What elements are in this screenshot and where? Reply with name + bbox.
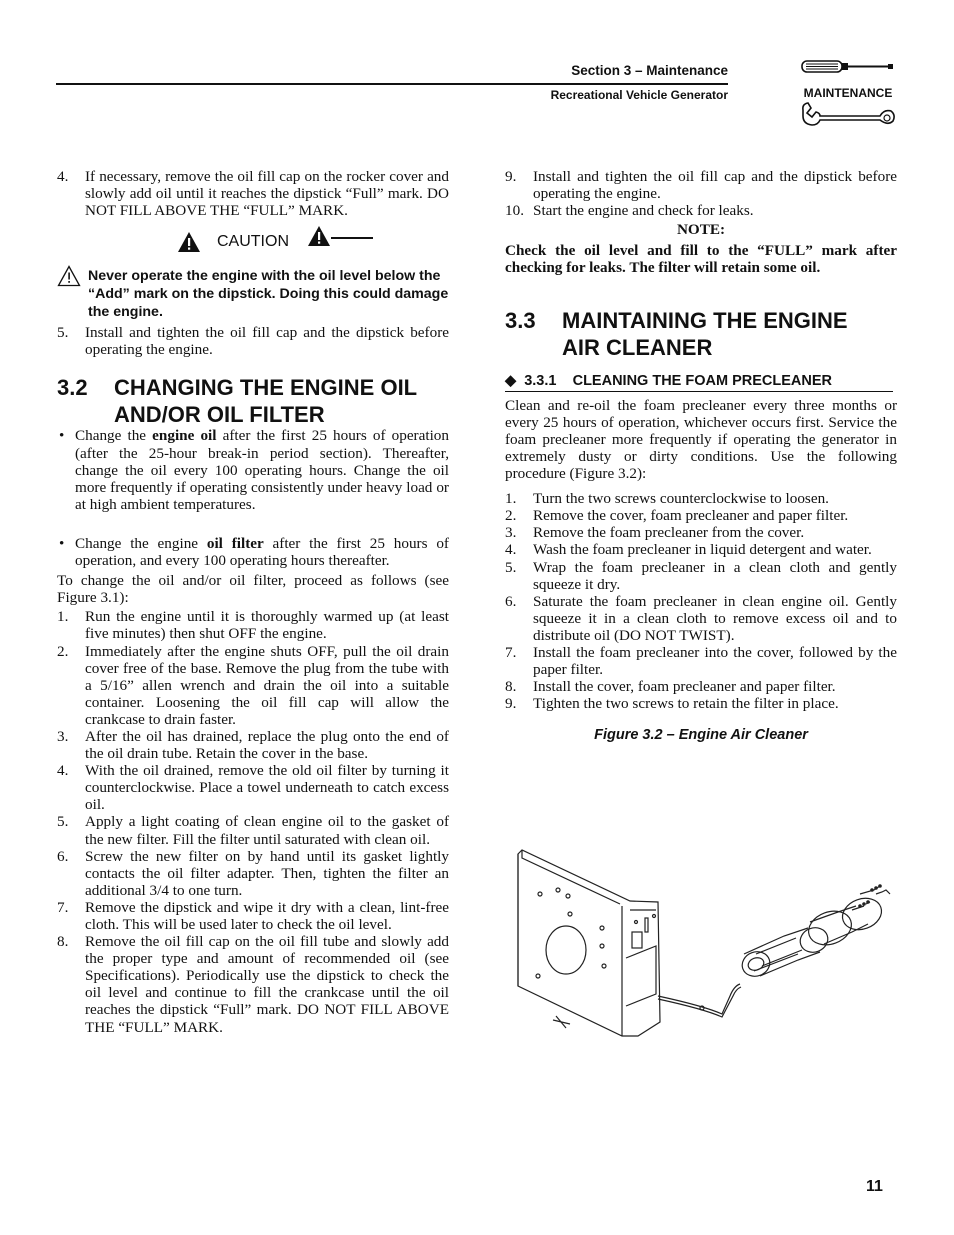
warning-icon: [57, 265, 81, 287]
header-rule: [56, 83, 728, 85]
diamond-icon: ◆: [505, 372, 517, 389]
list-item: 5. Apply a light coating of clean engine oil to the gasket of the new filter. Fill the filter until saturated with clean oil.: [57, 813, 449, 848]
caution-label: CAUTION: [217, 233, 289, 251]
page-number: 11: [866, 1178, 883, 1195]
left-column: [57, 168, 449, 1036]
intro-paragraph: Clean and re-oil the foam precleaner every three months or every 25 hours of operation, whichever occurs first. Service the foam precleaner more frequently if operating the generator in extremely dusty or dirty conditions. Use the following procedure (Figure 3.2):: [505, 396, 897, 483]
list-item: 10. Start the engine and check for leaks.: [505, 202, 754, 220]
maintenance-logo-icon: [800, 58, 896, 128]
list-item: 6. Screw the new filter on by hand until its gasket lightly contacts the oil filter adapter. Then, tighten the filter an additional 3/4 to one turn.: [57, 847, 449, 899]
list-item: 5. Install and tighten the oil fill cap and the dipstick before operating the engine.: [57, 324, 449, 359]
section-heading: 3.3 MAINTAINING THE ENGINE AIR CLEANER: [505, 307, 848, 360]
air-cleaner-illustration: [508, 846, 898, 1046]
list-item: 1. Turn the two screws counterclockwise to loosen.: [505, 490, 829, 508]
list-item: 4. If necessary, remove the oil fill cap on the rocker cover and slowly add oil until it reaches the dipstick “Full” mark. DO NOT FILL ABOVE THE “FULL” MARK.: [57, 168, 449, 220]
list-item: 7. Install the foam precleaner into the cover, followed by the paper filter.: [505, 643, 897, 679]
section-heading: 3.2 CHANGING THE ENGINE OIL AND/OR OIL FILTER: [57, 375, 418, 428]
list-item: 9. Tighten the two screws to retain the filter in place.: [505, 695, 839, 713]
bullet-item: • Change the engine oil after the first 25 hours of operation (after the 25-hour break-in period section). Thereafter, change the oil every 100 operating hours. Change the oil more frequently if operating consistently under heavy load or at high ambient temperatures.: [59, 427, 449, 513]
warning-icon: [307, 225, 331, 247]
list-item: 9. Install and tighten the oil fill cap and the dipstick before operating the engine.: [505, 168, 897, 203]
list-item: 2. Immediately after the engine shuts OFF, pull the oil drain cover free of the base. Remove the plug from the tube with a 5/16” allen wrench and drain the oil into a suitable container. Loosening the oil fill cap will allow the crankcase to drain faster.: [57, 642, 449, 728]
warning-icon: [177, 231, 201, 253]
svg-text:MAINTENANCE: MAINTENANCE: [803, 86, 893, 100]
list-item: 8. Remove the oil fill cap on the oil fill tube and slowly add the proper type and amount of recommended oil (see Specifications). Periodically use the dipstick to check the oil level and continue to fill the crankcase until the oil reaches the dipstick “Full” mark. DO NOT FILL ABOVE THE “FULL” MARK.: [57, 933, 449, 1036]
list-item: 6. Saturate the foam precleaner in clean engine oil. Gently squeeze it in a clean cloth to remove excess oil and to distribute oil (DO NOT TWIST).: [505, 592, 897, 644]
figure-caption: Figure 3.2 – Engine Air Cleaner: [594, 727, 808, 744]
note-text: Check the oil level and fill to the “FULL” mark after checking for leaks. The filter will retain some oil.: [505, 242, 897, 277]
list-item: 5. Wrap the foam precleaner in a clean cloth and gently squeeze it dry.: [505, 558, 897, 593]
caution-message: Never operate the engine with the oil level below the “Add” mark on the dipstick. Doing this could damage the engine.: [57, 267, 449, 321]
header-section: Section 3 – Maintenance: [571, 63, 728, 78]
bullet-item: • Change the engine oil filter after the first 25 hours of operation, and every 100 operating hours thereafter.: [59, 534, 449, 570]
list-item: 4. With the oil drained, remove the old oil filter by turning it counterclockwise. Place a towel underneath to catch excess oil.: [57, 762, 449, 814]
list-item: 1. Run the engine until it is thoroughly warmed up (at least five minutes) then shut OFF the engine.: [57, 608, 449, 643]
list-item: 3. After the oil has drained, replace the plug onto the end of the oil drain tube. Retain the cover in the base.: [57, 727, 449, 763]
intro-paragraph: To change the oil and/or oil filter, proceed as follows (see Figure 3.1):: [57, 572, 449, 607]
subsection-heading: ◆ 3.3.1 CLEANING THE FOAM PRECLEANER: [505, 373, 893, 392]
right-column: [505, 168, 897, 744]
list-item: 3. Remove the foam precleaner from the cover.: [505, 524, 805, 542]
list-item: 2. Remove the cover, foam precleaner and paper filter.: [505, 507, 849, 525]
list-item: 4. Wash the foam precleaner in liquid detergent and water.: [505, 541, 872, 559]
list-item: 7. Remove the dipstick and wipe it dry with a clean, lint-free cloth. This will be used later to check the oil level.: [57, 898, 449, 933]
caution-header: [57, 231, 449, 259]
list-item: 8. Install the cover, foam precleaner and paper filter.: [505, 678, 836, 696]
header-subtitle: Recreational Vehicle Generator: [550, 88, 728, 102]
note-label: NOTE:: [676, 221, 726, 239]
